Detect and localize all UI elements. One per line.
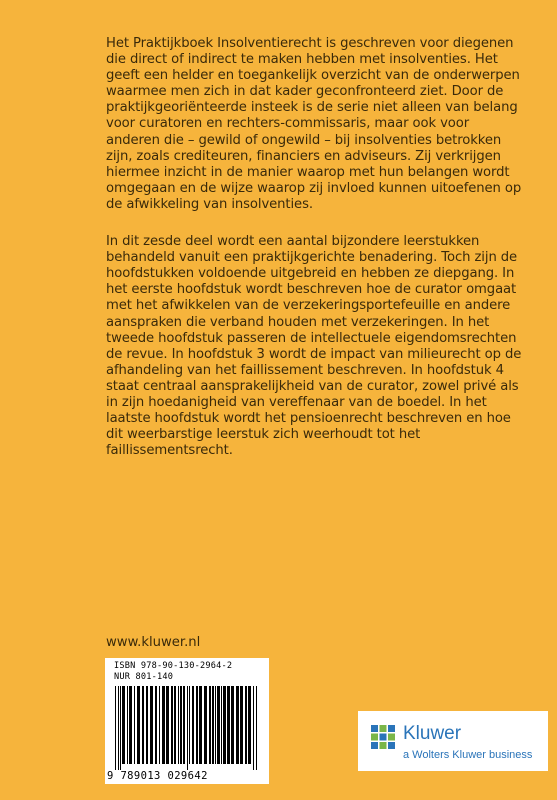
isbn-text: ISBN 978-90-130-2964-2 bbox=[114, 661, 233, 671]
kluwer-globe-icon bbox=[370, 724, 396, 750]
barcode-icon bbox=[113, 686, 261, 770]
barcode-label bbox=[105, 658, 269, 784]
nur-text: NUR 801-140 bbox=[114, 672, 174, 682]
publisher-tagline: a Wolters Kluwer business bbox=[403, 749, 533, 761]
back-cover-text bbox=[106, 36, 526, 480]
barcode-digits: 9 789013 029642 bbox=[107, 770, 208, 782]
description-paragraph-2: In dit zesde deel wordt een aantal bijzondere leerstukken behandeld vanuit een praktijkgerichte benadering. Toch zijn de hoofdstukken voldoende uitgebreid en hebben ze diepgang. In het eerste hoofdstuk wordt beschreven hoe de curator omgaat met het afwikkelen van de verzekeringsportefeuille en andere aanspraken die verband houden met verzekeringen. In het tweede hoofdstuk passeren de intellectuele eigendomsrechten de revue. In hoofdstuk 3 wordt de impact van milieurecht op de afhandeling van het faillissement beschreven. In hoofdstuk 4 staat centraal aansprakelijkheid van de curator, zowel privé als in zijn hoedanigheid van vereffenaar van de boedel. In het laatste hoofdstuk wordt het pensioenrecht beschreven en hoe dit weerbarstige leerstuk zich weerhoudt tot het faillissementsrecht. bbox=[106, 234, 522, 459]
publisher-name: Kluwer bbox=[403, 723, 462, 744]
publisher-logo bbox=[358, 711, 548, 771]
website-link[interactable]: www.kluwer.nl bbox=[106, 635, 201, 650]
description-paragraph-1: Het Praktijkboek Insolventierecht is geschreven voor diegenen die direct of indirect te maken hebben met insolventies. Het geeft een helder en toegankelijk overzicht van de onderwerpen waarmee men zich in dat kader geconfronteerd ziet. Door de praktijkgeoriënteerde insteek is de serie niet alleen van belang voor curatoren en rechters-commissaris, maar ook voor anderen die – gewild of ongewild – bij insolventies betrokken zijn, zoals crediteuren, financiers en adviseurs. Zij verkrijgen hiermee inzicht in de manier waarop met hun belangen wordt omgegaan en de wijze waarop zij invloed kunnen uitoefenen op de afwikkeling van insolventies. bbox=[106, 36, 522, 212]
